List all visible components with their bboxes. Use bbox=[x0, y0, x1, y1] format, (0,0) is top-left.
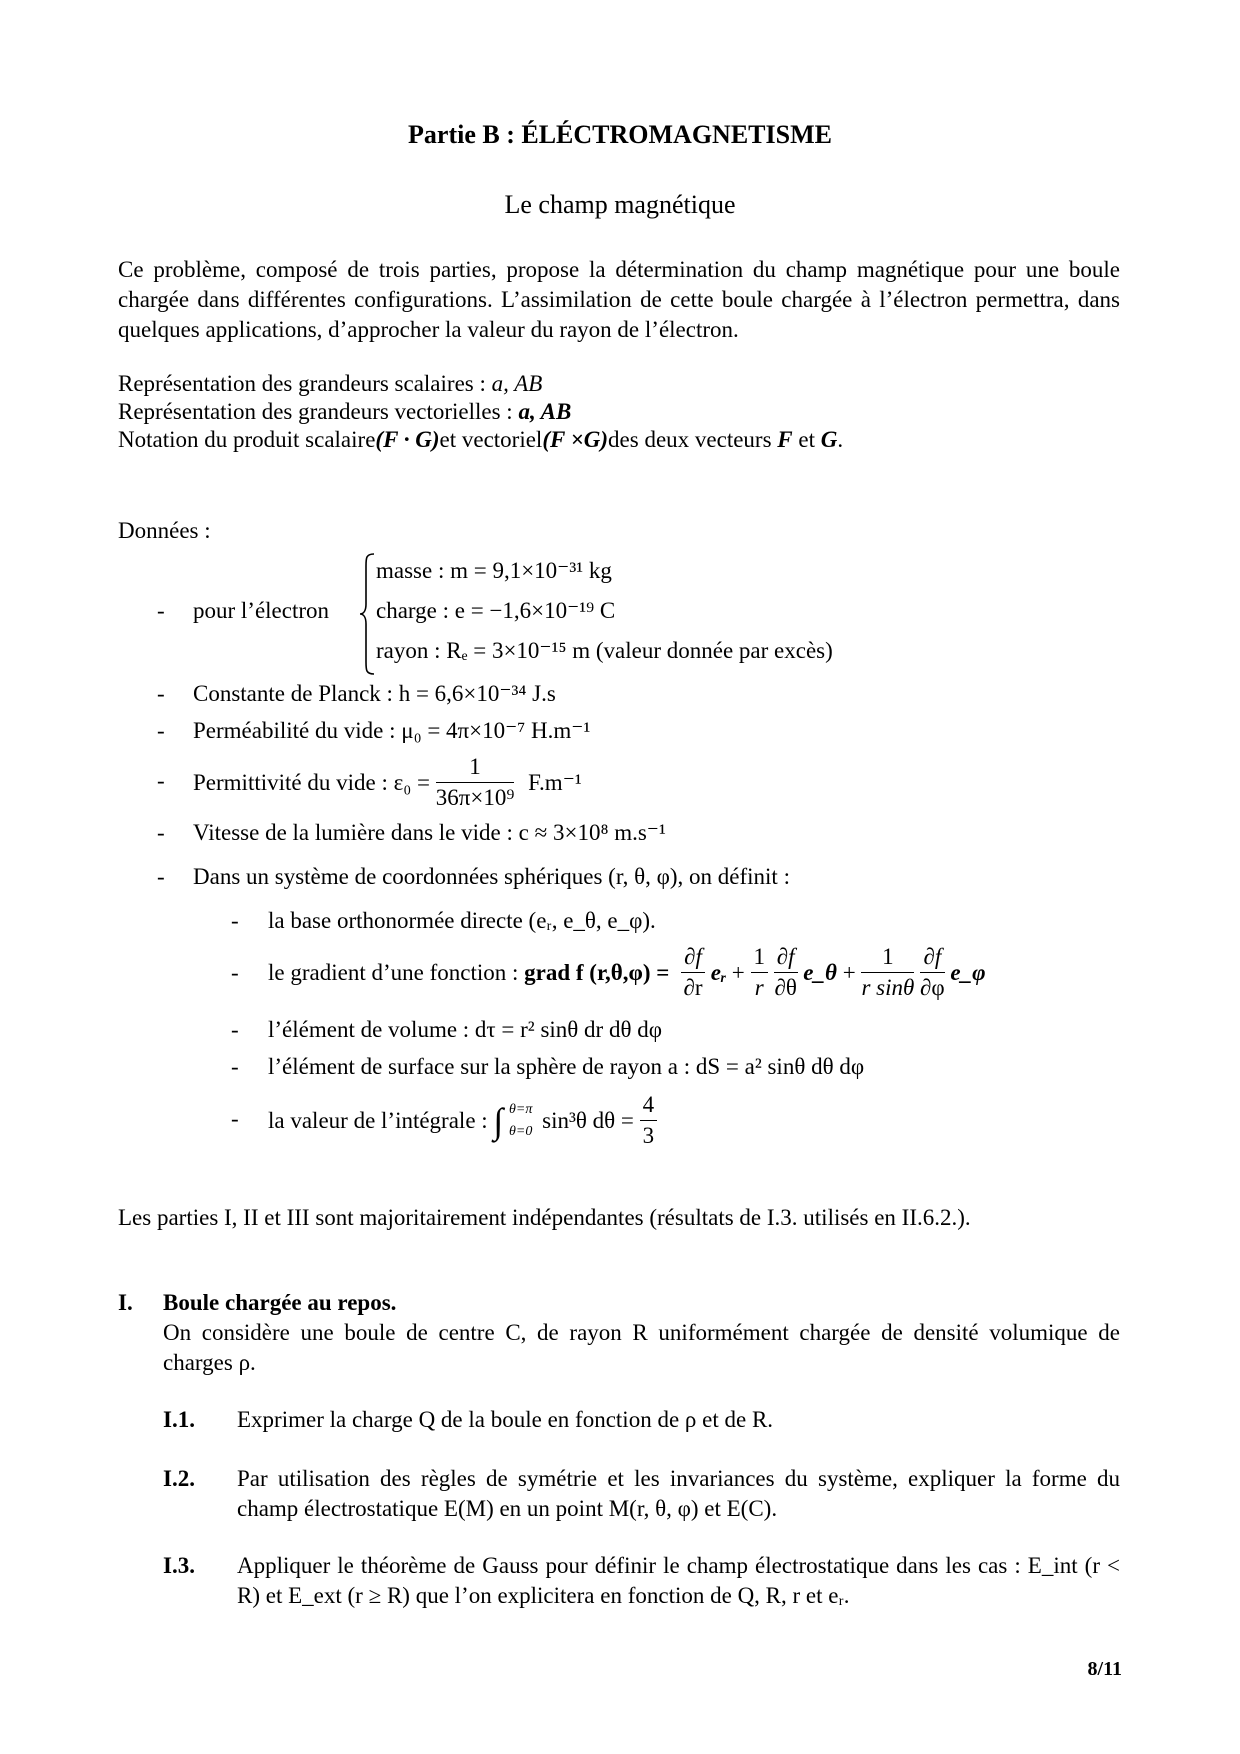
product-text-1: Notation du produit scalaire bbox=[118, 427, 376, 452]
eps0-fraction bbox=[436, 752, 515, 813]
eps0-lhs: ε₀ = bbox=[393, 769, 430, 795]
dash-integral: - bbox=[231, 1106, 239, 1131]
product-text-2: et vectoriel bbox=[439, 427, 543, 452]
plus-sign-1: + bbox=[731, 959, 745, 985]
electron-label: pour l’électron bbox=[193, 598, 330, 623]
integral-upper-bound: θ=π bbox=[509, 1101, 533, 1117]
product-and: et bbox=[792, 427, 821, 452]
vector-product-notation: (F ×G) bbox=[542, 427, 609, 452]
light-speed-label: Vitesse de la lumière dans le vide : bbox=[193, 820, 519, 845]
surface-value: dS = a² sinθ dθ dφ bbox=[695, 1054, 865, 1079]
vector-notation-example: a, AB bbox=[518, 399, 572, 424]
part1-title: Boule chargée au repos. bbox=[163, 1290, 397, 1315]
q2-text: Par utilisation des règles de symétrie et les invariances du système, expliquer la forme du champ électrostatique E(M) en un point M(r, θ, φ) et E(C). bbox=[237, 1466, 1120, 1521]
dash-surface: - bbox=[231, 1054, 239, 1079]
product-text-3: des deux vecteurs bbox=[608, 427, 778, 452]
gradient-term1-num: ∂f bbox=[681, 942, 705, 973]
integral-result-den: 3 bbox=[642, 1123, 655, 1148]
integral-result-num: 4 bbox=[640, 1090, 658, 1121]
part1-number: I. bbox=[118, 1290, 133, 1315]
vector-f: F bbox=[777, 427, 793, 452]
integral-line bbox=[268, 1090, 657, 1151]
dash-light-speed: - bbox=[157, 820, 165, 845]
integral-label: la valeur de l’intégrale : bbox=[268, 1107, 488, 1133]
gradient-term2-den: ∂θ bbox=[774, 975, 797, 1000]
gradient-term3-den: ∂φ bbox=[920, 975, 945, 1000]
vector-g: G bbox=[820, 427, 838, 452]
volume-element: l’élément de volume : dτ = r² sinθ dr dθ dφ bbox=[268, 1017, 663, 1042]
mu0-line bbox=[193, 716, 590, 746]
electron-charge: charge : e = −1,6×10⁻¹⁹ C bbox=[376, 598, 616, 623]
integral-result-fraction bbox=[640, 1090, 658, 1151]
eps0-label: Permittivité du vide : bbox=[193, 769, 388, 795]
gradient-term3-num: ∂f bbox=[920, 942, 945, 973]
gradient-term1-den: ∂r bbox=[683, 975, 703, 1000]
gradient-term3-fraction bbox=[920, 942, 945, 1003]
eps0-unit: F.m⁻¹ bbox=[528, 769, 582, 795]
gradient-term2-vector: e_θ bbox=[803, 959, 837, 985]
electron-mass: masse : m = 9,1×10⁻³¹ kg bbox=[376, 558, 612, 583]
spherical-intro: Dans un système de coordonnées sphériques (r, θ, φ), on définit : bbox=[193, 864, 790, 889]
integral-sign-icon: ∫ bbox=[493, 1100, 504, 1141]
vector-notation-label: Représentation des grandeurs vectorielles : bbox=[118, 399, 519, 424]
gradient-term1-fraction bbox=[681, 942, 705, 1003]
gradient-term2-coef bbox=[751, 942, 769, 1003]
data-heading: Données : bbox=[118, 518, 211, 543]
gradient-lhs: grad f (r,θ,φ) = bbox=[524, 959, 670, 985]
eps0-line bbox=[193, 752, 582, 813]
scalar-notation-label: Représentation des grandeurs scalaires : bbox=[118, 371, 492, 396]
gradient-term1-vector: eᵣ bbox=[710, 959, 727, 985]
vector-notation-line bbox=[118, 397, 571, 427]
dash-spherical: - bbox=[157, 864, 165, 889]
page-number: 8/11 bbox=[1087, 1658, 1122, 1680]
light-speed-value: c ≈ 3×10⁸ m.s⁻¹ bbox=[518, 820, 666, 845]
gradient-term3-coef bbox=[861, 942, 914, 1003]
mu0-value: μ₀ = 4π×10⁻⁷ H.m⁻¹ bbox=[401, 718, 591, 743]
product-notation-line bbox=[118, 425, 843, 455]
independence-note: Les parties I, II et III sont majoritairement indépendantes (résultats de I.3. utilisés en II.6.2.). bbox=[118, 1205, 971, 1230]
gradient-term2-coef-num: 1 bbox=[751, 942, 769, 973]
gradient-term2-num: ∂f bbox=[774, 942, 798, 973]
gradient-term2-fraction bbox=[774, 942, 798, 1003]
left-brace-icon bbox=[358, 552, 378, 676]
integral-body: sin³θ dθ = bbox=[542, 1107, 634, 1133]
integral-bounds bbox=[509, 1099, 532, 1143]
scalar-product-notation: (F · G) bbox=[375, 427, 440, 452]
surface-line bbox=[268, 1052, 864, 1082]
dash-eps0: - bbox=[157, 768, 165, 793]
scalar-notation-line bbox=[118, 369, 542, 399]
q1-number: I.1. bbox=[163, 1407, 195, 1432]
eps0-denominator: 36π×10⁹ bbox=[435, 785, 515, 810]
mu0-label: Perméabilité du vide : bbox=[193, 718, 402, 743]
eps0-numerator: 1 bbox=[436, 752, 515, 783]
dash-basis: - bbox=[231, 908, 239, 933]
q1-text: Exprimer la charge Q de la boule en fonction de ρ et de R. bbox=[237, 1407, 774, 1432]
dash-planck: - bbox=[157, 681, 165, 706]
q3-number: I.3. bbox=[163, 1553, 195, 1578]
gradient-term3-coef-den: r sinθ bbox=[861, 975, 915, 1000]
gradient-term2-coef-den: r bbox=[754, 975, 764, 1000]
light-speed-line bbox=[193, 818, 666, 848]
planck-label: Constante de Planck : bbox=[193, 681, 399, 706]
gradient-label: le gradient d’une fonction : bbox=[268, 959, 519, 985]
dash-mu0: - bbox=[157, 718, 165, 743]
dash-volume: - bbox=[231, 1017, 239, 1042]
gradient-term3-vector: e_φ bbox=[950, 959, 986, 985]
intro-paragraph: Ce problème, composé de trois parties, propose la détermination du champ magnétique pour une boule chargée dans différentes configurations. L’assimilation de cette boule chargée à l’électron permettra, dans quelques applications, d’approcher la valeur du rayon de l’électron. bbox=[118, 257, 1120, 342]
dash-gradient: - bbox=[231, 960, 239, 985]
planck-line bbox=[193, 679, 556, 709]
electron-radius: rayon : Rₑ = 3×10⁻¹⁵ m (valeur donnée par excès) bbox=[376, 638, 833, 663]
basis-line: la base orthonormée directe (eᵣ, e_θ, e_φ). bbox=[268, 908, 656, 933]
surface-label: l’élément de surface sur la sphère de rayon a : bbox=[268, 1054, 696, 1079]
scalar-notation-example: a, AB bbox=[491, 371, 543, 396]
q3-text: Appliquer le théorème de Gauss pour définir le champ électrostatique dans les cas : E_int (r < R) et E_ext (r ≥ R) que l’on explicitera en fonction de Q, R, r et eᵣ. bbox=[237, 1553, 1120, 1608]
integral-lower-bound: θ=0 bbox=[509, 1123, 533, 1139]
gradient-line bbox=[268, 942, 986, 1003]
dash-electron: - bbox=[157, 598, 165, 623]
gradient-term3-coef-num: 1 bbox=[861, 942, 914, 973]
product-dot: . bbox=[837, 427, 844, 452]
part1-intro: On considère une boule de centre C, de rayon R uniformément chargée de densité volumique de charges ρ. bbox=[163, 1320, 1120, 1375]
page-subtitle: Le champ magnétique bbox=[504, 190, 736, 219]
plus-sign-2: + bbox=[842, 959, 856, 985]
planck-value: h = 6,6×10⁻³⁴ J.s bbox=[398, 681, 556, 706]
page-title: Partie B : ÉLÉCTROMAGNETISME bbox=[408, 120, 832, 149]
q2-number: I.2. bbox=[163, 1466, 195, 1491]
